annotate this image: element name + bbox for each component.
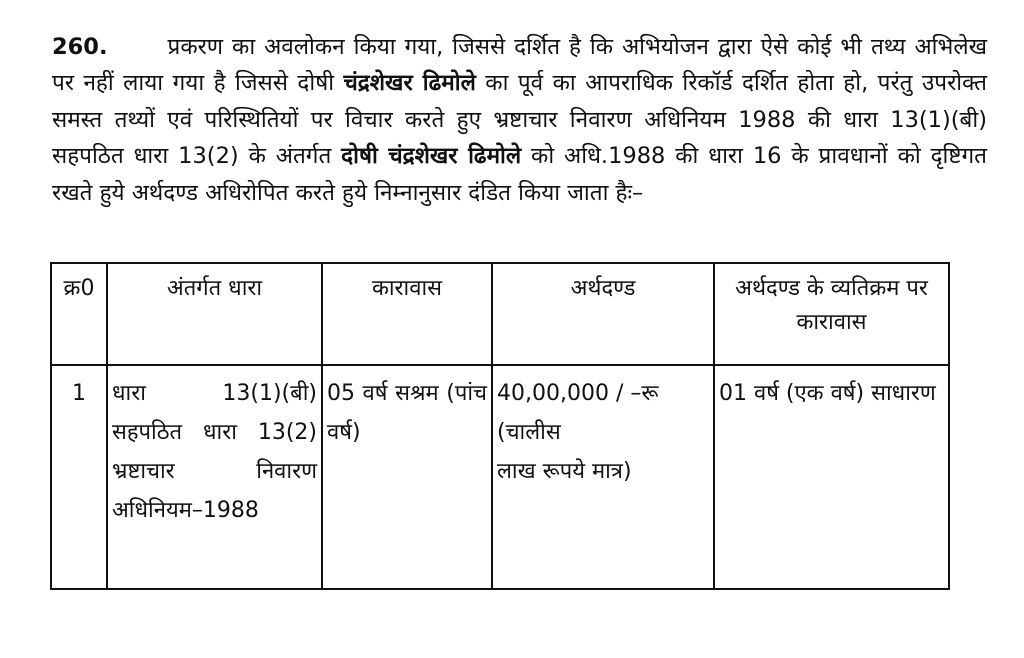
cell-serial: 1: [51, 365, 107, 589]
header-fine: अर्थदण्ड: [492, 263, 714, 365]
convict-name: चंद्रशेखर ढिमोले: [343, 70, 476, 96]
paragraph-number: 260.: [52, 33, 108, 60]
table-header-row: [51, 263, 949, 365]
sentence-table: [50, 262, 950, 590]
header-imprisonment: कारावास: [322, 263, 492, 365]
paragraph-text-part-2: का पूर्व का आपराधिक रिकॉर्ड दर्शित होता हो, परंतु उपरोक्त समस्त तथ्यों एवं परिस्थितियों पर विचार करते हुए भ्रष्टाचार निवारण अधिनियम 1988 की धारा 13(1)(बी) सहपठित धारा 13(2) के अंतर्गत: [52, 70, 987, 169]
convict-name-with-title: दोषी चंद्रशेखर ढिमोले: [341, 143, 522, 169]
sentence-paragraph: [52, 29, 987, 212]
header-default-imprisonment: अर्थदण्ड के व्यतिक्रम पर कारावास: [714, 263, 949, 365]
cell-imprisonment: 05 वर्ष सश्रम (पांच वर्ष): [322, 365, 492, 589]
cell-default-imprisonment: 01 वर्ष (एक वर्ष) साधारण: [714, 365, 949, 589]
header-serial: क्र0: [51, 263, 107, 365]
paragraph-text-part-1: प्रकरण का अवलोकन किया गया, जिससे दर्शित है कि अभियोजन द्वारा ऐसे कोई भी तथ्य अभिलेख पर नहीं लाया गया है जिससे दोषी: [52, 33, 987, 96]
table-row: [51, 365, 949, 589]
fine-words-line-2: लाख रूपये मात्र): [497, 459, 632, 484]
cell-fine: [492, 365, 714, 589]
header-section: अंतर्गत धारा: [107, 263, 322, 365]
cell-section: धारा 13(1)(बी) सहपठित धारा 13(2) भ्रष्टाचार निवारण अधिनियम–1988: [107, 365, 322, 589]
fine-words-line-1: (चालीस: [497, 420, 561, 445]
fine-amount: 40,00,000 / –रू: [497, 381, 659, 406]
paragraph-text-part-3: को अधि.1988 की धारा 16 के प्रावधानों को दृष्टिगत रखते हुये अर्थदण्ड अधिरोपित करते हुये निम्नानुसार दंडित किया जाता हैः–: [52, 143, 988, 206]
